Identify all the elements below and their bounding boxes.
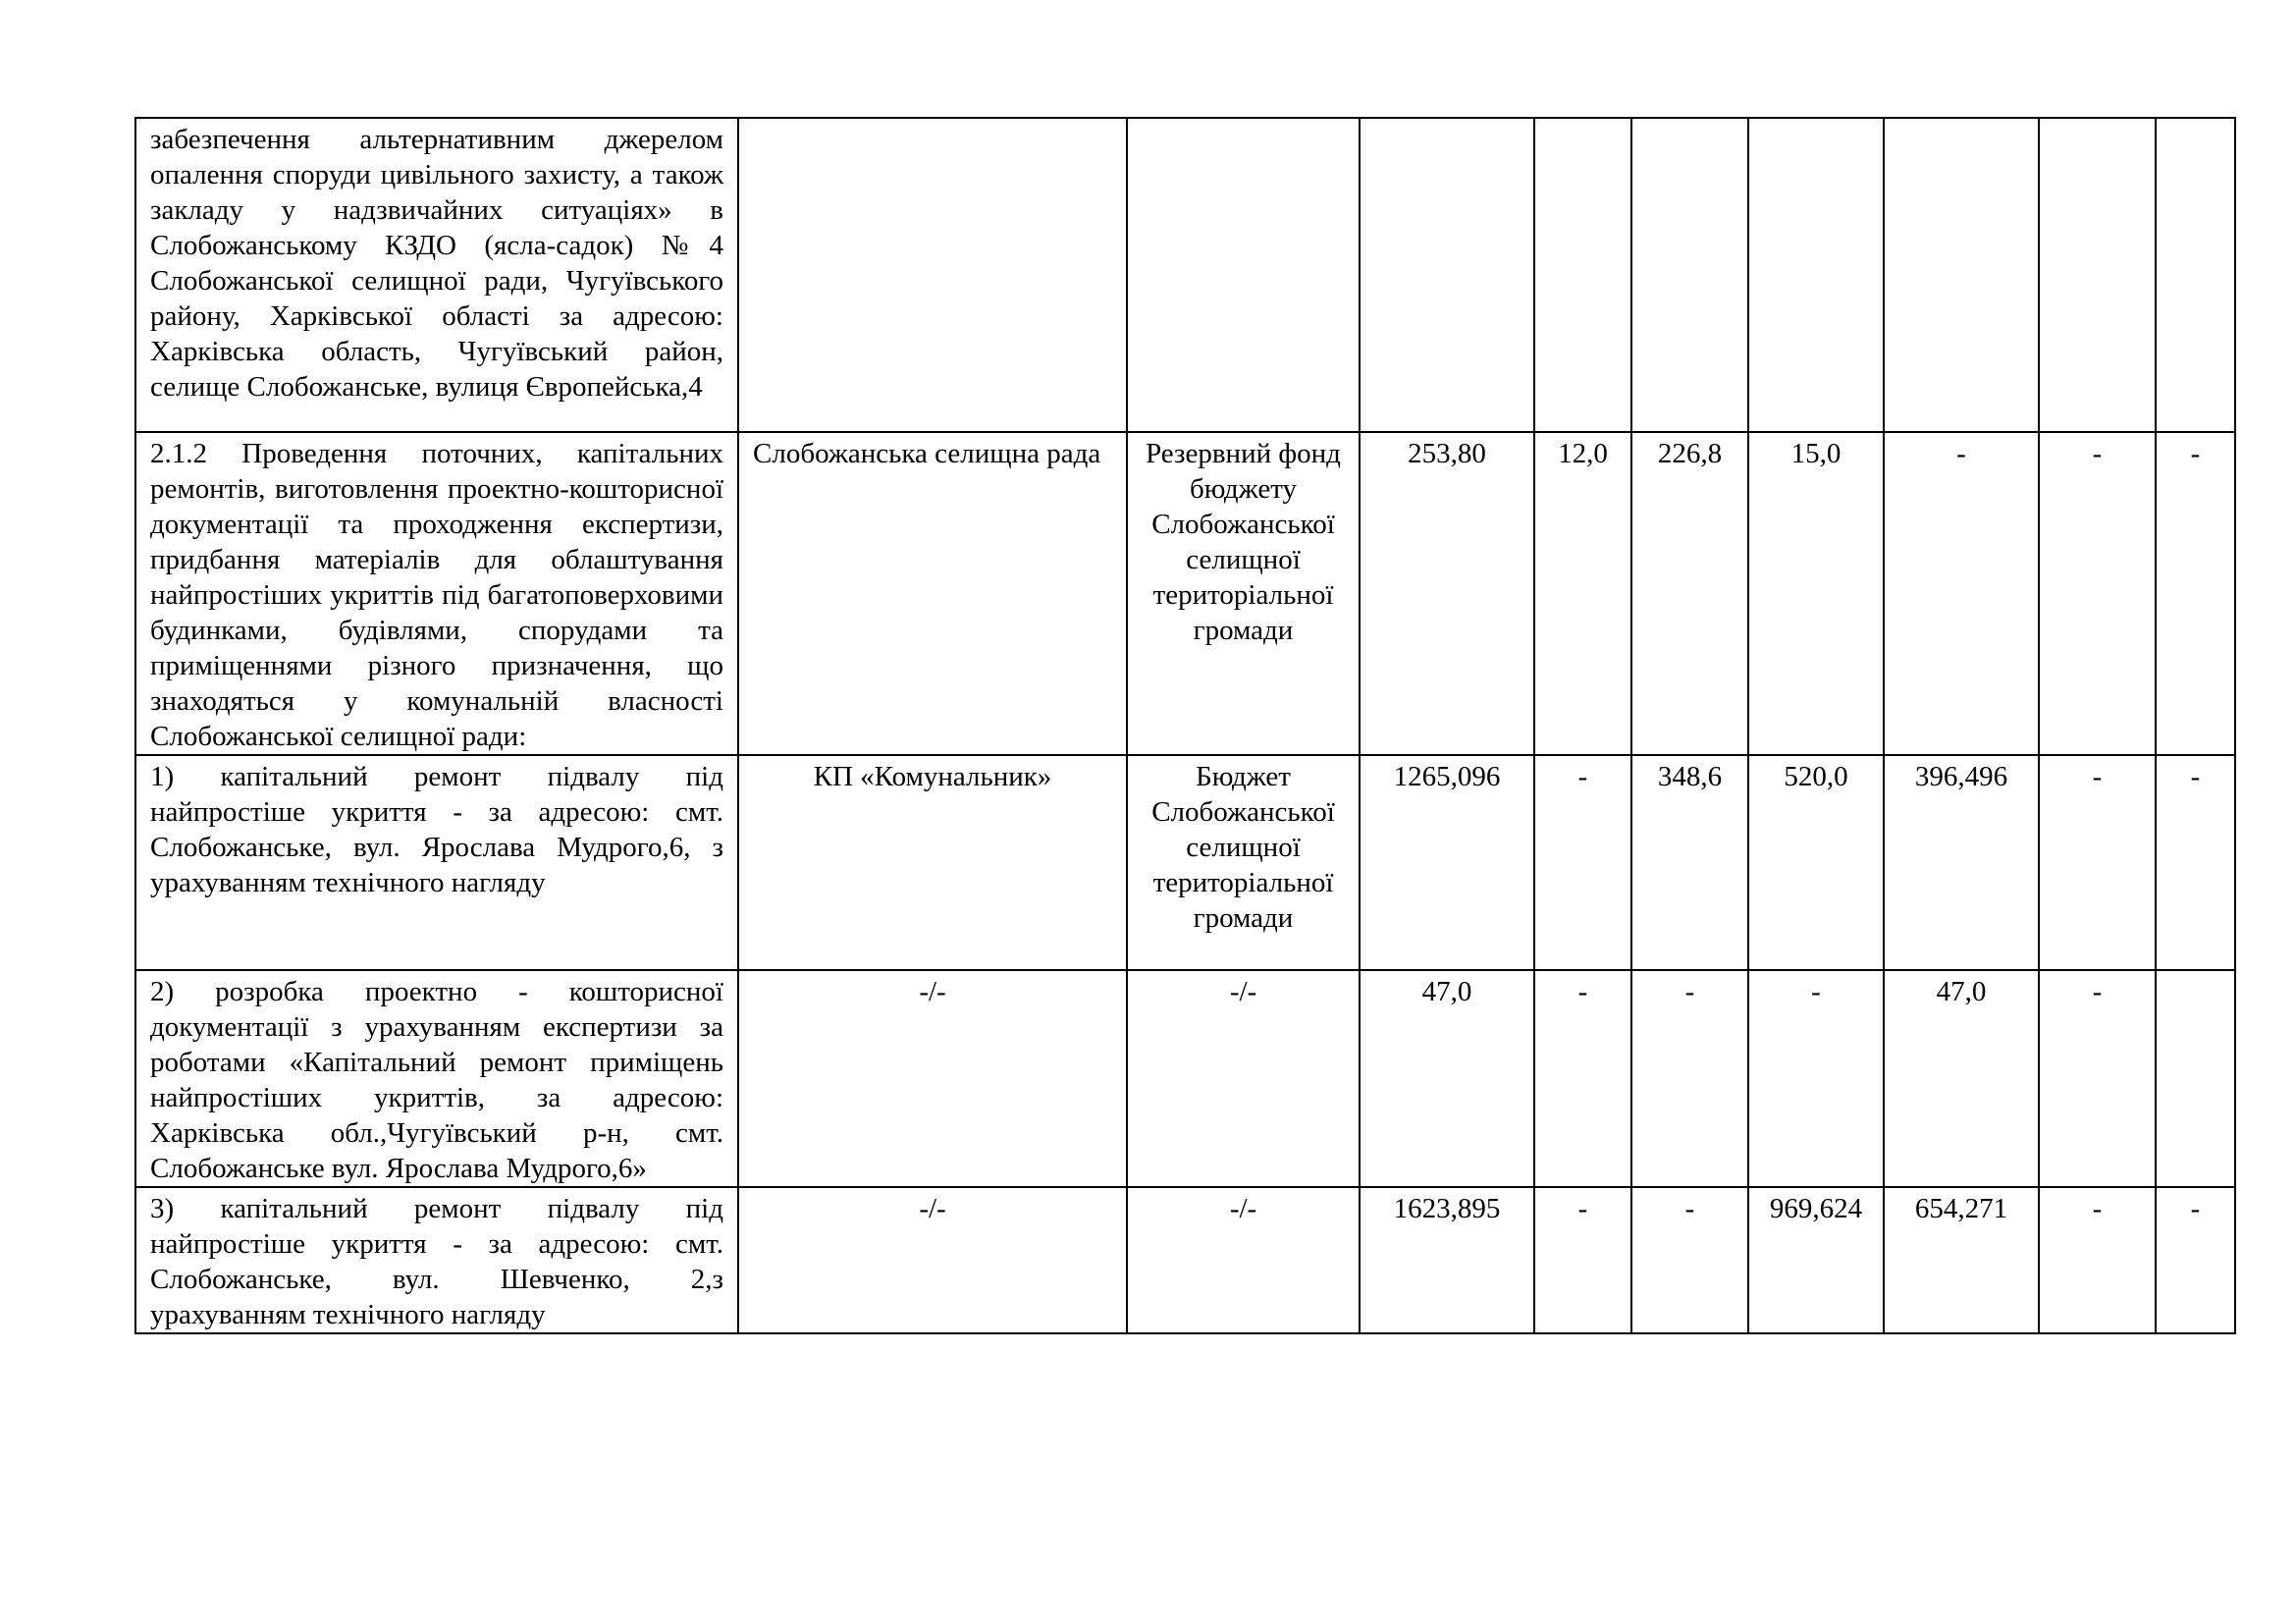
year-amount-cell: - xyxy=(1534,970,1631,1187)
executor-cell: Слобожанська селищна рада xyxy=(738,432,1127,755)
year-amount-cell: 520,0 xyxy=(1748,755,1884,970)
year-amount-cell: 15,0 xyxy=(1748,432,1884,755)
year-amount-cell: - xyxy=(2039,970,2156,1187)
year-amount-cell: 348,6 xyxy=(1631,755,1748,970)
year-amount-cell: - xyxy=(1631,970,1748,1187)
table-row xyxy=(135,432,2235,755)
measure-description: 1) капітальний ремонт підвалу під найпростіше укриття - за адресою: смт. Слобожанське, вул. Ярослава Мудрого,6, з урахуванням технічного нагляду xyxy=(135,755,738,970)
year-amount-cell xyxy=(2156,970,2235,1187)
year-amount-cell: 47,0 xyxy=(1884,970,2039,1187)
year-amount-cell xyxy=(1534,118,1631,432)
year-amount-cell: 226,8 xyxy=(1631,432,1748,755)
table-row xyxy=(135,755,2235,970)
total-amount-cell: 253,80 xyxy=(1360,432,1534,755)
executor-cell xyxy=(738,118,1127,432)
year-amount-cell xyxy=(1631,118,1748,432)
year-amount-cell: - xyxy=(1534,755,1631,970)
year-amount-cell: - xyxy=(2156,432,2235,755)
total-amount-cell: 47,0 xyxy=(1360,970,1534,1187)
funding-source-cell: -/- xyxy=(1127,970,1360,1187)
year-amount-cell: - xyxy=(2156,1187,2235,1333)
measure-description: 2.1.2 Проведення поточних, капітальних ремонтів, виготовлення проектно-кошторисної документації та проходження експертизи, придбання матеріалів для облаштування найпростіших укриттів під багатоповерховими будинками, будівлями, спорудами та приміщеннями різного призначення, що знаходяться у комунальній власності Слобожанської селищної ради: xyxy=(135,432,738,755)
table-row xyxy=(135,118,2235,432)
year-amount-cell: - xyxy=(1534,1187,1631,1333)
funding-source-cell xyxy=(1127,118,1360,432)
funding-source-cell: Резервний фонд бюджету Слобожанської селищної територіальної громади xyxy=(1127,432,1360,755)
total-amount-cell xyxy=(1360,118,1534,432)
year-amount-cell: - xyxy=(1748,970,1884,1187)
year-amount-cell xyxy=(2156,118,2235,432)
year-amount-cell: 12,0 xyxy=(1534,432,1631,755)
year-amount-cell: 654,271 xyxy=(1884,1187,2039,1333)
executor-cell: -/- xyxy=(738,1187,1127,1333)
table-row xyxy=(135,970,2235,1187)
year-amount-cell xyxy=(2039,118,2156,432)
year-amount-cell xyxy=(1748,118,1884,432)
year-amount-cell: - xyxy=(1884,432,2039,755)
funding-source-cell: -/- xyxy=(1127,1187,1360,1333)
year-amount-cell: - xyxy=(2156,755,2235,970)
total-amount-cell: 1265,096 xyxy=(1360,755,1534,970)
table-row xyxy=(135,1187,2235,1333)
year-amount-cell: - xyxy=(1631,1187,1748,1333)
year-amount-cell: - xyxy=(2039,432,2156,755)
year-amount-cell: - xyxy=(2039,1187,2156,1333)
year-amount-cell xyxy=(1884,118,2039,432)
measure-description: 3) капітальний ремонт підвалу під найпростіше укриття - за адресою: смт. Слобожанське, вул. Шевченко, 2,з урахуванням технічного нагляду xyxy=(135,1187,738,1333)
executor-cell: -/- xyxy=(738,970,1127,1187)
funding-source-cell: Бюджет Слобожанської селищної територіальної громади xyxy=(1127,755,1360,970)
total-amount-cell: 1623,895 xyxy=(1360,1187,1534,1333)
program-table xyxy=(134,117,2236,1334)
year-amount-cell: 396,496 xyxy=(1884,755,2039,970)
executor-cell: КП «Комунальник» xyxy=(738,755,1127,970)
measure-description: забезпечення альтернативним джерелом опалення споруди цивільного захисту, а також закладу у надзвичайних ситуаціях» в Слобожанському КЗДО (ясла-садок) №4 Слобожанської селищної ради, Чугуївського району, Харківської області за адресою: Харківська область, Чугуївський район, селище Слобожанське, вулиця Європейська,4 xyxy=(135,118,738,432)
measure-description: 2) розробка проектно - кошторисної документації з урахуванням експертизи за роботами «Капітальний ремонт приміщень найпростіших укриттів, за адресою: Харківська обл.,Чугуївський р-н, смт. Слобожанське вул. Ярослава Мудрого,6» xyxy=(135,970,738,1187)
year-amount-cell: - xyxy=(2039,755,2156,970)
year-amount-cell: 969,624 xyxy=(1748,1187,1884,1333)
